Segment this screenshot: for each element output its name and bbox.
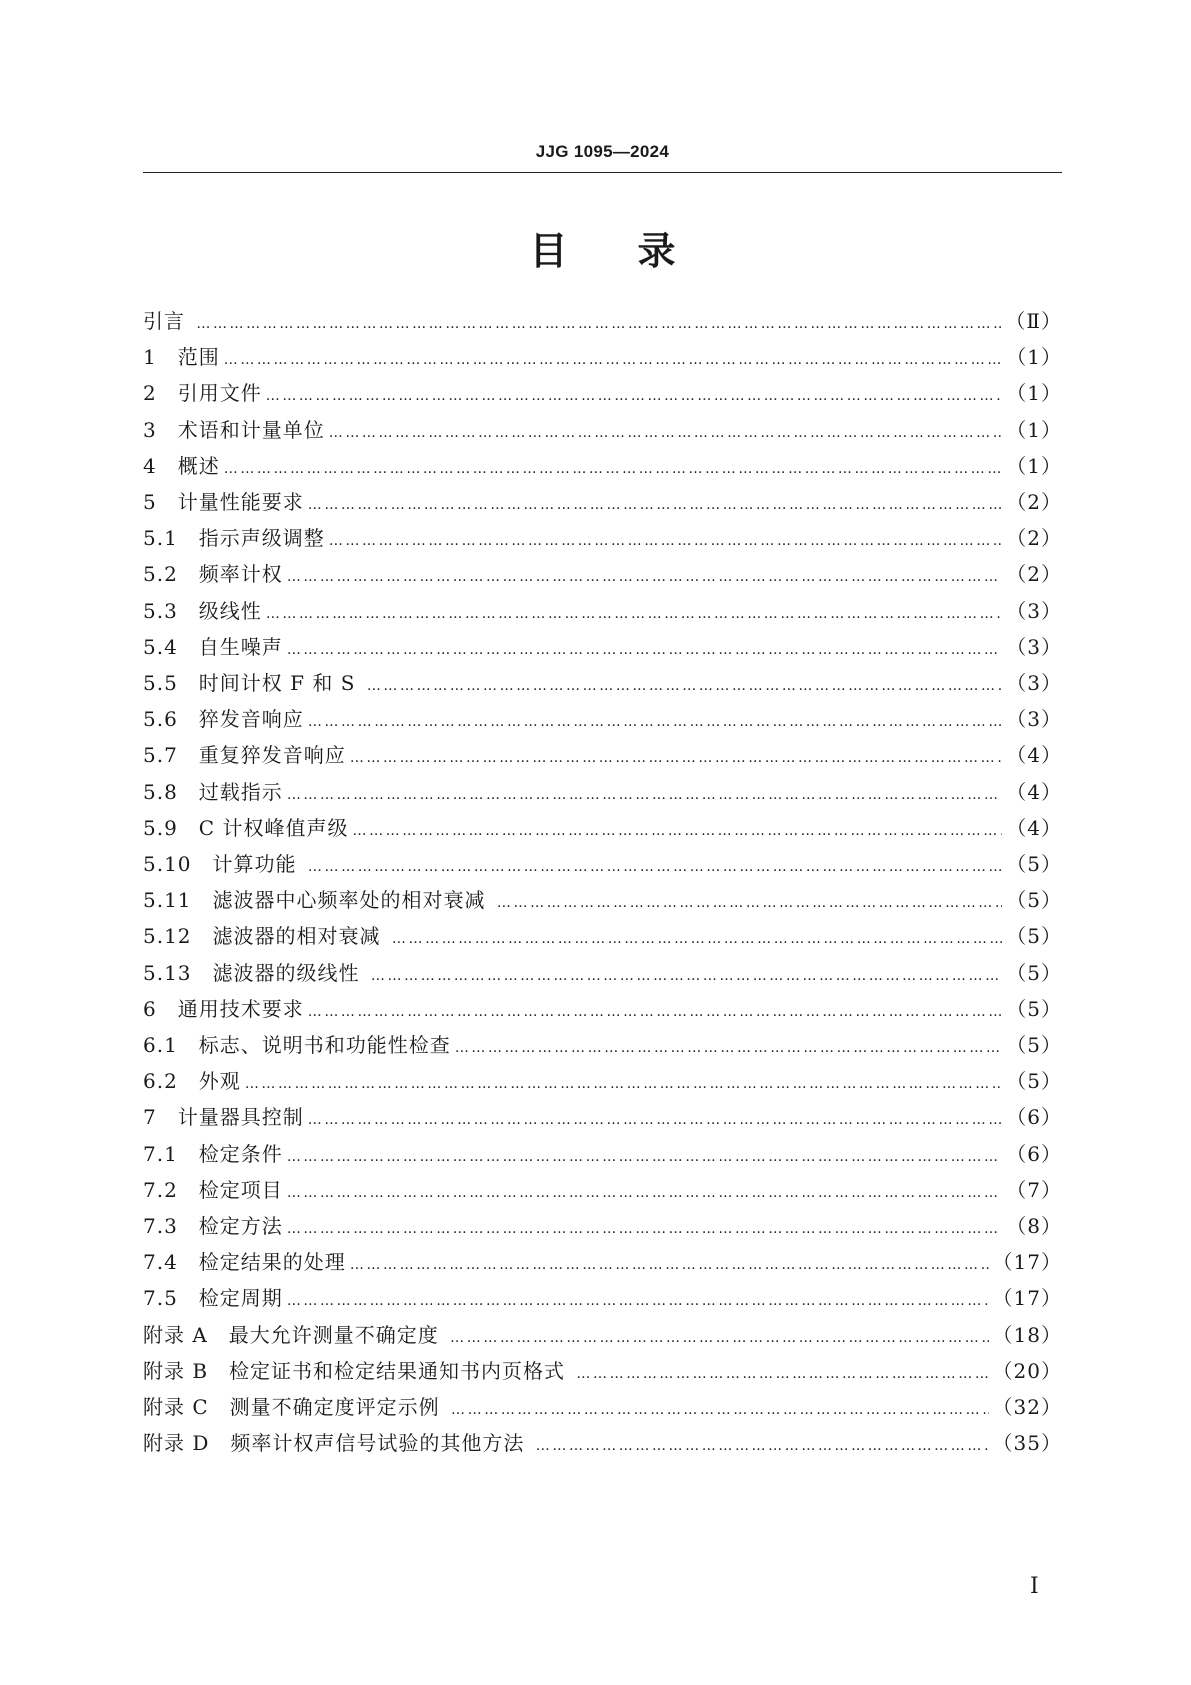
toc-entry[interactable] — [143, 918, 1062, 954]
toc-entry-page: （6） — [1006, 1141, 1062, 1166]
toc-entry[interactable] — [143, 484, 1062, 520]
toc-leader-dots — [287, 777, 1002, 813]
header-rule — [143, 172, 1062, 173]
toc-entry[interactable] — [143, 303, 1062, 339]
toc-entry-label: 7.3 检定方法 — [143, 1214, 283, 1238]
toc-entry-page: （3） — [1006, 707, 1062, 732]
toc-entry-label: 7.1 检定条件 — [143, 1141, 283, 1166]
toc-leader-dots — [352, 813, 1002, 849]
toc-entry-page: （5） — [1006, 852, 1062, 876]
toc-entry[interactable] — [143, 1317, 1062, 1353]
toc-entry-page: （Ⅱ） — [1005, 309, 1062, 333]
toc-entry-page: （18） — [992, 1322, 1062, 1347]
toc-entry-label: 5.11 滤波器中心频率处的相对衰减 — [143, 888, 493, 913]
toc-entry[interactable] — [143, 1244, 1062, 1280]
toc-entry-label: 5.3 级线性 — [143, 598, 262, 623]
toc-entry-label: 5.6 猝发音响应 — [143, 707, 304, 732]
toc-entry-label: 3 术语和计量单位 — [143, 417, 325, 442]
toc-entry-page: （2） — [1006, 490, 1062, 514]
toc-leader-dots — [308, 704, 1002, 740]
toc-leader-dots — [196, 306, 1001, 342]
toc-entry-label: 5.2 频率计权 — [143, 562, 283, 587]
toc-entry-label: 附录 B 检定证书和检定结果通知书内页格式 — [143, 1358, 573, 1383]
toc-leader-dots — [287, 1139, 1002, 1175]
toc-leader-dots — [287, 632, 1002, 668]
toc-entry-label: 附录 A 最大允许测量不确定度 — [143, 1322, 447, 1347]
toc-entry-page: （5） — [1006, 1033, 1062, 1057]
toc-entry-label: 5.5 时间计权 F 和 S — [143, 671, 363, 695]
toc-entry-label: 5.10 计算功能 — [143, 852, 304, 876]
toc-entry-page: （1） — [1006, 381, 1062, 406]
toc-leader-dots — [245, 1066, 1002, 1102]
toc-entry-page: （17） — [992, 1286, 1062, 1311]
toc-entry-label: 5.13 滤波器的级线性 — [143, 960, 367, 985]
toc-entry[interactable] — [143, 846, 1062, 882]
toc-entry-page: （17） — [992, 1250, 1062, 1275]
toc-entry-page: （2） — [1006, 526, 1062, 551]
toc-entry-page: （5） — [1006, 960, 1062, 985]
toc-leader-dots — [287, 1175, 1002, 1211]
toc-entry-page: （5） — [1006, 888, 1062, 913]
toc-leader-dots — [224, 451, 1003, 487]
toc-leader-dots — [287, 1283, 989, 1319]
toc-leader-dots — [350, 1247, 989, 1283]
toc-entry[interactable] — [143, 882, 1062, 918]
toc-entry-page: （1） — [1006, 417, 1062, 442]
toc-entry-page: （4） — [1006, 779, 1062, 804]
toc-leader-dots — [329, 415, 1003, 451]
page-title: 目录 — [529, 229, 746, 273]
toc-leader-dots — [455, 1030, 1002, 1066]
toc-leader-dots — [576, 1356, 988, 1392]
toc-entry-label: 5.7 重复猝发音响应 — [143, 743, 346, 768]
toc-entry-label: 5.12 滤波器的相对衰减 — [143, 924, 388, 949]
toc-entry[interactable] — [143, 1425, 1062, 1461]
toc-entry-label: 6.1 标志、说明书和功能性检查 — [143, 1033, 451, 1057]
toc-entry-page: （32） — [992, 1395, 1062, 1419]
toc-entry[interactable] — [143, 1027, 1062, 1063]
toc-entry[interactable] — [143, 556, 1062, 592]
toc-entry[interactable] — [143, 1136, 1062, 1172]
toc-entry-label: 6 通用技术要求 — [143, 996, 304, 1021]
toc-leader-dots — [536, 1428, 989, 1464]
toc-leader-dots — [266, 596, 1002, 632]
toc-entry[interactable] — [143, 448, 1062, 484]
toc-entry-label: 5.9 C 计权峰值声级 — [143, 815, 349, 840]
toc-entry-label: 2 引用文件 — [143, 381, 262, 406]
toc-entry-page: （7） — [1006, 1177, 1062, 1202]
toc-entry-page: （4） — [1006, 743, 1062, 768]
toc-entry[interactable] — [143, 1099, 1062, 1135]
toc-entry[interactable] — [143, 1208, 1062, 1244]
toc-leader-dots — [371, 958, 1002, 994]
toc-entry[interactable] — [143, 520, 1062, 556]
toc-entry-page: （6） — [1006, 1105, 1062, 1130]
toc-leader-dots — [308, 849, 1002, 885]
toc-entry-page: （20） — [992, 1358, 1062, 1383]
toc-entry[interactable] — [143, 412, 1062, 448]
toc-entry-page: （4） — [1006, 815, 1062, 840]
toc-entry-label: 5.8 过载指示 — [143, 779, 283, 804]
toc-leader-dots — [350, 740, 1002, 776]
toc-entry[interactable] — [143, 810, 1062, 846]
toc-entry-page: （35） — [992, 1431, 1062, 1456]
document-code-header: JJG 1095—2024 — [535, 142, 670, 161]
toc-entry[interactable] — [143, 1063, 1062, 1099]
toc-leader-dots — [266, 378, 1003, 414]
toc-leader-dots — [450, 1320, 988, 1356]
toc-entry[interactable] — [143, 629, 1062, 665]
toc-entry-label: 附录 D 频率计权声信号试验的其他方法 — [143, 1431, 532, 1456]
toc-entry-label: 7 计量器具控制 — [143, 1105, 304, 1130]
toc-entry[interactable] — [143, 375, 1062, 411]
toc-leader-dots — [308, 1102, 1003, 1138]
toc-entry-label: 5 计量性能要求 — [143, 490, 304, 514]
toc-entry[interactable] — [143, 737, 1062, 773]
toc-leader-dots — [287, 559, 1002, 595]
toc-entry-page: （8） — [1006, 1214, 1062, 1238]
toc-entry-page: （3） — [1006, 598, 1062, 623]
toc-entry[interactable] — [143, 1280, 1062, 1316]
toc-entry-page: （3） — [1006, 634, 1062, 659]
toc-entry[interactable] — [143, 991, 1062, 1027]
toc-entry[interactable] — [143, 701, 1062, 737]
toc-entry-label: 7.4 检定结果的处理 — [143, 1250, 346, 1275]
toc-entry[interactable] — [143, 339, 1062, 375]
toc-entry-page: （2） — [1006, 562, 1062, 587]
toc-leader-dots — [308, 994, 1003, 1030]
toc-entry[interactable] — [143, 1389, 1062, 1425]
toc-entry-label: 7.2 检定项目 — [143, 1177, 283, 1202]
toc-leader-dots — [392, 921, 1002, 957]
toc-leader-dots — [224, 342, 1003, 378]
page-number: I — [1030, 1574, 1039, 1599]
toc-entry-label: 4 概述 — [143, 453, 220, 478]
toc-entry-page: （3） — [1006, 671, 1062, 695]
toc-entry[interactable] — [143, 665, 1062, 701]
toc-entry-page: （5） — [1006, 924, 1062, 949]
toc-entry[interactable] — [143, 1172, 1062, 1208]
toc-entry-page: （1） — [1006, 453, 1062, 478]
toc-leader-dots — [451, 1392, 989, 1428]
toc-entry-page: （5） — [1006, 996, 1062, 1021]
toc-entry-label: 引言 — [143, 309, 193, 333]
toc-leader-dots — [287, 1211, 1002, 1247]
toc-entry-label: 7.5 检定周期 — [143, 1286, 283, 1311]
toc-entry-label: 1 范围 — [143, 345, 220, 370]
toc-entry[interactable] — [143, 593, 1062, 629]
toc-entry[interactable] — [143, 1353, 1062, 1389]
toc-entry[interactable] — [143, 955, 1062, 991]
toc-entry-label: 附录 C 测量不确定度评定示例 — [143, 1395, 448, 1419]
toc-leader-dots — [329, 523, 1002, 559]
toc-entry-label: 6.2 外观 — [143, 1069, 241, 1094]
toc-entry[interactable] — [143, 774, 1062, 810]
toc-leader-dots — [497, 885, 1002, 921]
toc-leader-dots — [367, 668, 1002, 704]
toc-entry-label: 5.4 自生噪声 — [143, 634, 283, 659]
toc-entry-page: （5） — [1006, 1069, 1062, 1094]
toc-entry-label: 5.1 指示声级调整 — [143, 526, 325, 551]
toc-leader-dots — [308, 487, 1003, 523]
toc-entry-page: （1） — [1006, 345, 1062, 370]
